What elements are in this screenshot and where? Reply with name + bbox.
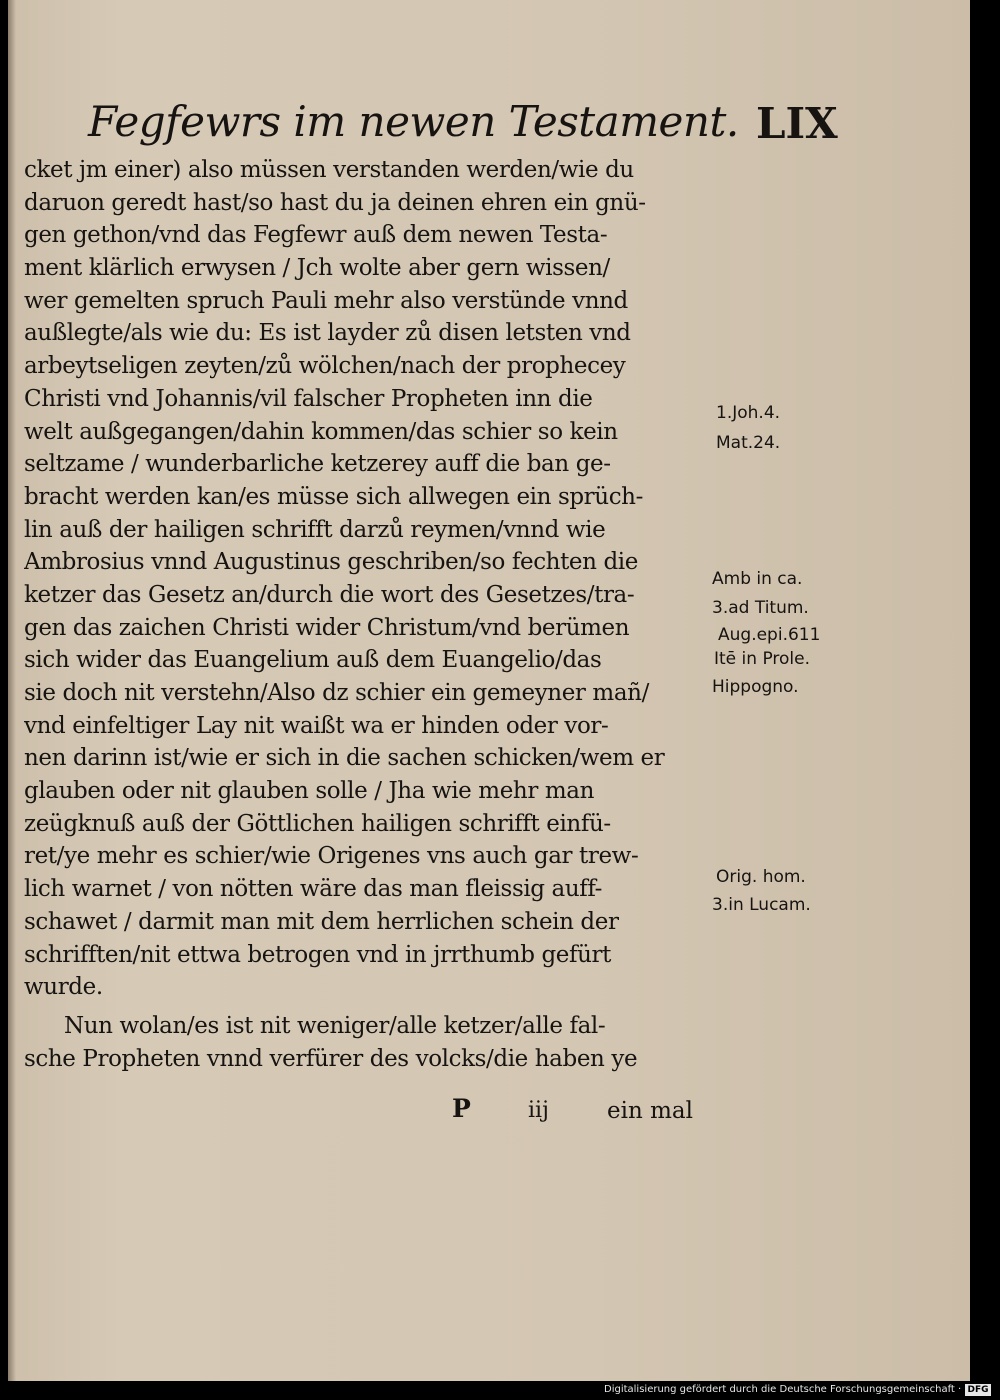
page-gutter-shadow [8, 0, 16, 1381]
text-line: wurde. [24, 974, 103, 1001]
text-line: wer gemelten spruch Pauli mehr also verstünde vnnd [24, 287, 628, 314]
marginal-note: Amb in ca. [712, 569, 803, 589]
text-line: bracht werden kan/es müsse sich allwegen ein sprüch- [24, 483, 643, 510]
text-line: lich warnet / von nötten wäre das man fleissig auff- [24, 876, 603, 903]
dfg-logo-icon: DFG [965, 1384, 991, 1396]
text-line: schawet / darmit man mit dem herrlichen schein der [24, 908, 619, 935]
text-line: schrifften/nit ettwa betrogen vnd in jrrthumb gefürt [24, 941, 611, 968]
running-head: Fegfewrs im newen Testament. [88, 97, 739, 146]
text-line: lin auß der hailigen schrifft darzů reymen/vnnd wie [24, 516, 606, 543]
text-line: welt außgegangen/dahin kommen/das schier so kein [24, 418, 618, 445]
marginal-note: 3.in Lucam. [712, 895, 811, 915]
text-line: sich wider das Euangelium auß dem Euangelio/das [24, 647, 602, 674]
paragraph-start-line: Nun wolan/es ist nit weniger/alle ketzer/alle fal- [64, 1012, 606, 1039]
text-line: ment klärlich erwysen / Jch wolte aber gern wissen/ [24, 255, 610, 282]
text-line: ret/ye mehr es schier/wie Origenes vns auch gar trew- [24, 843, 639, 870]
text-line: zeügknuß auß der Göttlichen hailigen schrifft einfü- [24, 810, 611, 837]
signature-mark: P [452, 1094, 471, 1123]
marginal-note: 3.ad Titum. [712, 598, 809, 618]
text-line: gen das zaichen Christi wider Christum/vnd berümen [24, 614, 630, 641]
text-line: cket jm einer) also müssen verstanden werden/wie du [24, 157, 634, 183]
text-line: vnd einfeltiger Lay nit waißt wa er hinden oder vor- [24, 712, 609, 739]
text-line: gen gethon/vnd das Fegfewr auß dem newen Testa- [24, 222, 608, 249]
marginal-note: 1.Joh.4. [716, 403, 781, 423]
text-line: arbeytseligen zeyten/zů wölchen/nach der prophecey [24, 353, 626, 380]
text-line: Ambrosius vnnd Augustinus geschriben/so fechten die [24, 549, 638, 576]
text-line: nen darinn ist/wie er sich in die sachen schicken/wem er [24, 745, 665, 772]
marginal-note: Hippogno. [712, 677, 799, 697]
catchword: ein mal [607, 1098, 693, 1124]
text-line: Christi vnd Johannis/vil falscher Propheten inn die [24, 385, 593, 412]
text-line: außlegte/als wie du: Es ist layder zů disen letsten vnd [24, 320, 631, 347]
text-line: ketzer das Gesetz an/durch die wort des Gesetzes/tra- [24, 581, 635, 608]
text-line: glauben oder nit glauben solle / Jha wie mehr man [24, 778, 594, 805]
digitization-credit: Digitalisierung gefördert durch die Deutsche Forschungsgemeinschaft · [604, 1384, 962, 1395]
marginal-note: Itē in Prole. [714, 649, 810, 669]
text-line: sche Propheten vnnd verfürer des volcks/die haben ye [24, 1045, 638, 1072]
body-text [24, 154, 712, 1075]
marginal-note: Orig. hom. [716, 867, 806, 887]
signature-number: iij [528, 1098, 549, 1123]
marginal-note: Mat.24. [716, 433, 781, 453]
text-line: seltzame / wunderbarliche ketzerey auff die ban ge- [24, 451, 611, 478]
folio-number: LIX [756, 99, 838, 148]
marginal-note: Aug.epi.611 [718, 625, 821, 645]
text-line: sie doch nit verstehn/Also dz schier ein gemeyner mañ/ [24, 680, 649, 706]
text-line: daruon geredt hast/so hast du ja deinen ehren ein gnü- [24, 189, 646, 216]
